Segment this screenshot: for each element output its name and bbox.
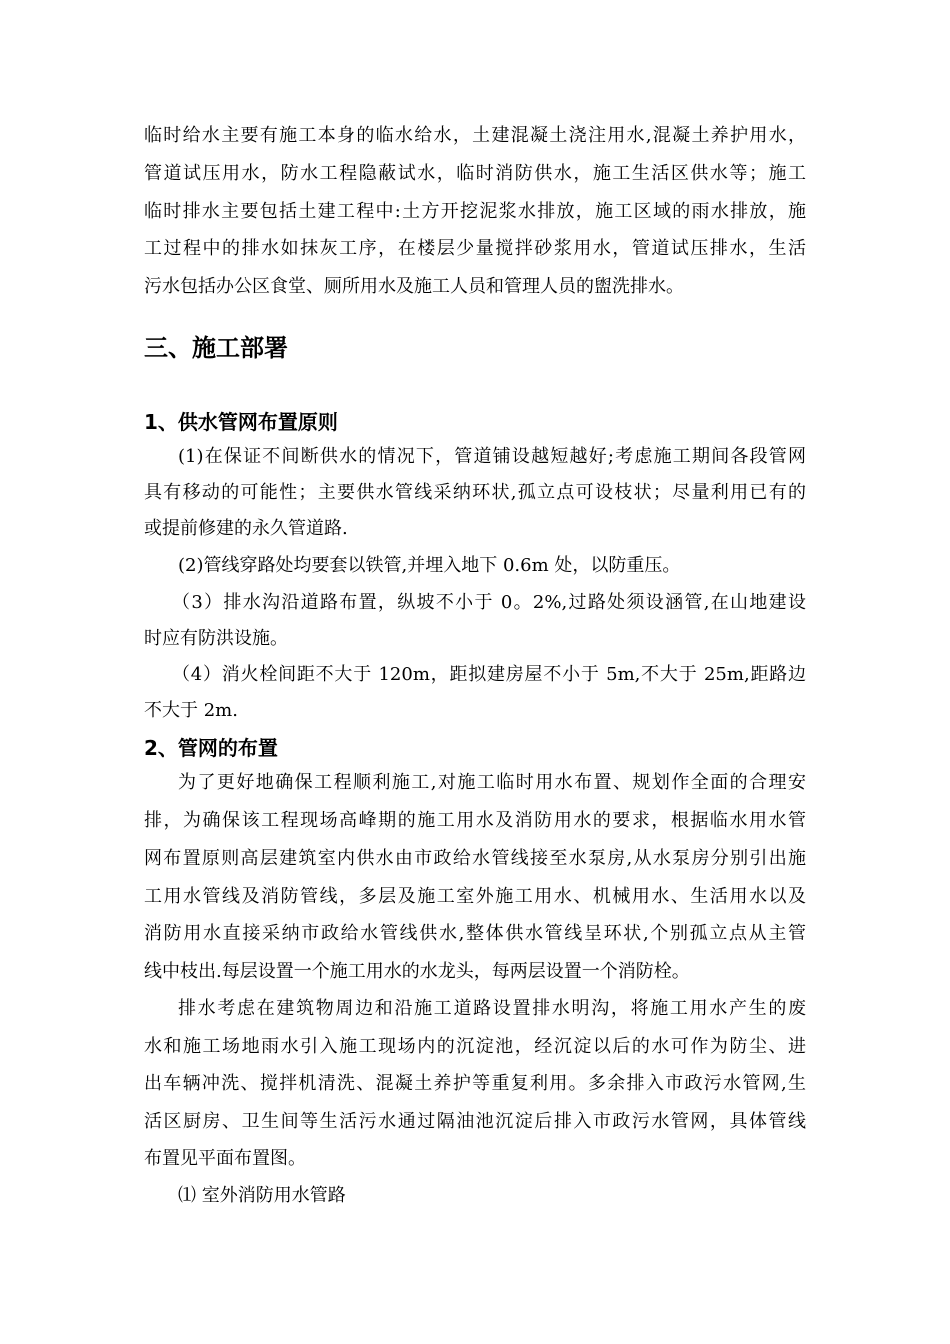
principle-line-7: （4）消火栓间距不大于 120m，距拟建房屋不小于 5m,不大于 25m,距路边 [172, 664, 806, 685]
intro-line-1: 临时给水主要有施工本身的临水给水，土建混凝土浇注用水,混凝土养护用水， [144, 125, 806, 146]
layout-line-1: 为了更好地确保工程顺利施工,对施工临时用水布置、规划作全面的合理安 [178, 772, 806, 793]
subsection-heading-2: 2、管网的布置 [144, 736, 278, 760]
intro-line-4: 工过程中的排水如抹灰工序，在楼层少量搅拌砂浆用水，管道试压排水，生活 [144, 238, 806, 259]
layout-line-8: 水和施工场地雨水引入施工现场内的沉淀池，经沉淀以后的水可作为防尘、进 [144, 1036, 806, 1057]
principle-line-8: 不大于 2m. [144, 700, 238, 721]
principle-line-5: （3）排水沟沿道路布置，纵坡不小于 0。2%,过路处须设涵管,在山地建设 [172, 592, 806, 613]
principle-line-3: 或提前修建的永久管道路. [144, 518, 348, 539]
layout-line-11: 布置见平面布置图。 [144, 1148, 306, 1169]
layout-line-9: 出车辆冲洗、搅拌机清洗、混凝土养护等重复利用。多余排入市政污水管网,生 [144, 1073, 806, 1094]
layout-line-7: 排水考虑在建筑物周边和沿施工道路设置排水明沟，将施工用水产生的废 [178, 998, 806, 1019]
principle-line-6: 时应有防洪设施。 [144, 628, 288, 649]
principle-line-4: (2)管线穿路处均要套以铁管,并埋入地下 0.6m 处，以防重压。 [178, 555, 681, 576]
layout-line-12: ⑴ 室外消防用水管路 [178, 1185, 346, 1206]
intro-line-2: 管道试压用水，防水工程隐蔽试水，临时消防供水，施工生活区供水等；施工 [144, 163, 806, 184]
principle-line-1: (1)在保证不间断供水的情况下，管道铺设越短越好;考虑施工期间各段管网 [178, 446, 806, 467]
intro-line-5: 污水包括办公区食堂、厕所用水及施工人员和管理人员的盥洗排水。 [144, 276, 684, 297]
subsection-heading-1: 1、供水管网布置原则 [144, 410, 338, 434]
layout-line-4: 工用水管线及消防管线，多层及施工室外施工用水、机械用水、生活用水以及 [144, 886, 806, 907]
intro-line-3: 临时排水主要包括土建工程中:土方开挖泥浆水排放，施工区域的雨水排放，施 [144, 201, 806, 222]
section-heading: 三、施工部署 [144, 334, 288, 362]
layout-line-5: 消防用水直接采纳市政给水管线供水,整体供水管线呈环状,个别孤立点从主管 [144, 923, 806, 944]
principle-line-2: 具有移动的可能性；主要供水管线采纳环状,孤立点可设枝状；尽量利用已有的 [144, 482, 806, 503]
layout-line-10: 活区厨房、卫生间等生活污水通过隔油池沉淀后排入市政污水管网，具体管线 [144, 1111, 806, 1132]
layout-line-2: 排，为确保该工程现场高峰期的施工用水及消防用水的要求，根据临水用水管 [144, 810, 806, 831]
layout-line-6: 线中枝出.每层设置一个施工用水的水龙头，每两层设置一个消防栓。 [144, 961, 690, 982]
layout-line-3: 网布置原则高层建筑室内供水由市政给水管线接至水泵房,从水泵房分别引出施 [144, 848, 806, 869]
